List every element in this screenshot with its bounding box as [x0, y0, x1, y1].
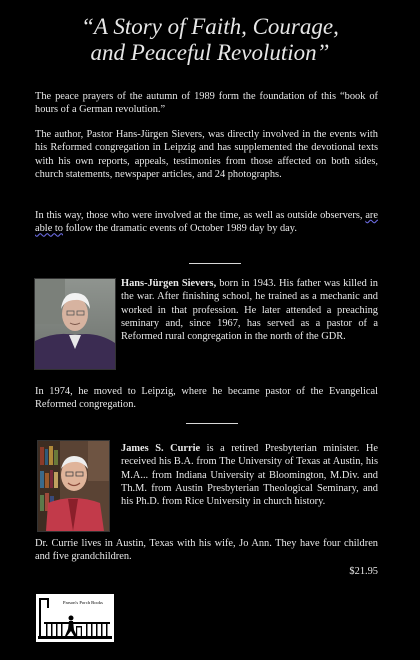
translator-name: James S. Currie [121, 443, 201, 454]
porch-icon [36, 594, 114, 642]
author-move-paragraph: In 1974, he moved to Leipzig, where he became pastor of the Evangelical Reformed congregation. [35, 386, 378, 411]
spellcheck-marked-text: are able to [35, 210, 378, 235]
translator-family-paragraph: Dr. Currie lives in Austin, Texas with his wife, Jo Ann. They have four children and five grandchildren. [35, 538, 378, 563]
intro-paragraph-3-start: In this way, those who were involved at the time, as well as outside observers, [35, 210, 366, 221]
author-bio [121, 277, 378, 343]
publisher-logo [36, 594, 114, 642]
intro-paragraph-2: The author, Pastor Hans-Jürgen Sievers, was directly involved in the events with his Reformed congregation in Leipzig and has supplemented the devotional texts with his own reports, appeals, testimonies from those affected on both sides, church statements, newspaper articles, and 24 photographs. [35, 129, 378, 180]
intro-paragraph-1: The peace prayers of the autumn of 1989 form the foundation of this “book of hours of a German revolution.” [35, 91, 378, 116]
author-bio-text: born in 1943. His father was killed in the war. After finishing school, he trained as a mechanic and worked in that profession. He later attended a preaching seminary and, since 1967, has served as a pastor of a Reformed rural congregation in the north of the GDR. [121, 278, 378, 343]
translator-bio-text: is a retired Presbyterian minister. He received his B.A. from The University of Texas at Austin, his M.A... from Indiana University at Bloomington, M.Div. and Th.M. from Austin Presbyterian Theological Seminary, and his Ph.D. from Rice University in church history. [121, 443, 379, 508]
price-label: $21.95 [349, 566, 378, 577]
section-divider-2 [186, 423, 238, 424]
author-photo [34, 278, 116, 370]
translator-bio [121, 442, 378, 508]
author-name: Hans-Jürgen Sievers, [121, 278, 217, 289]
translator-photo [37, 440, 110, 532]
title-line-1: “A Story of Faith, Courage, [81, 14, 339, 39]
intro-paragraph-3-end: follow the dramatic events of October 1989 day by day. [63, 223, 297, 235]
publisher-logo-text: Parson's Porch Books [63, 600, 103, 605]
back-cover-title [0, 14, 420, 66]
title-line-2: and Peaceful Revolution” [90, 40, 330, 65]
section-divider-1 [189, 263, 241, 264]
intro-paragraph-3 [35, 209, 378, 236]
